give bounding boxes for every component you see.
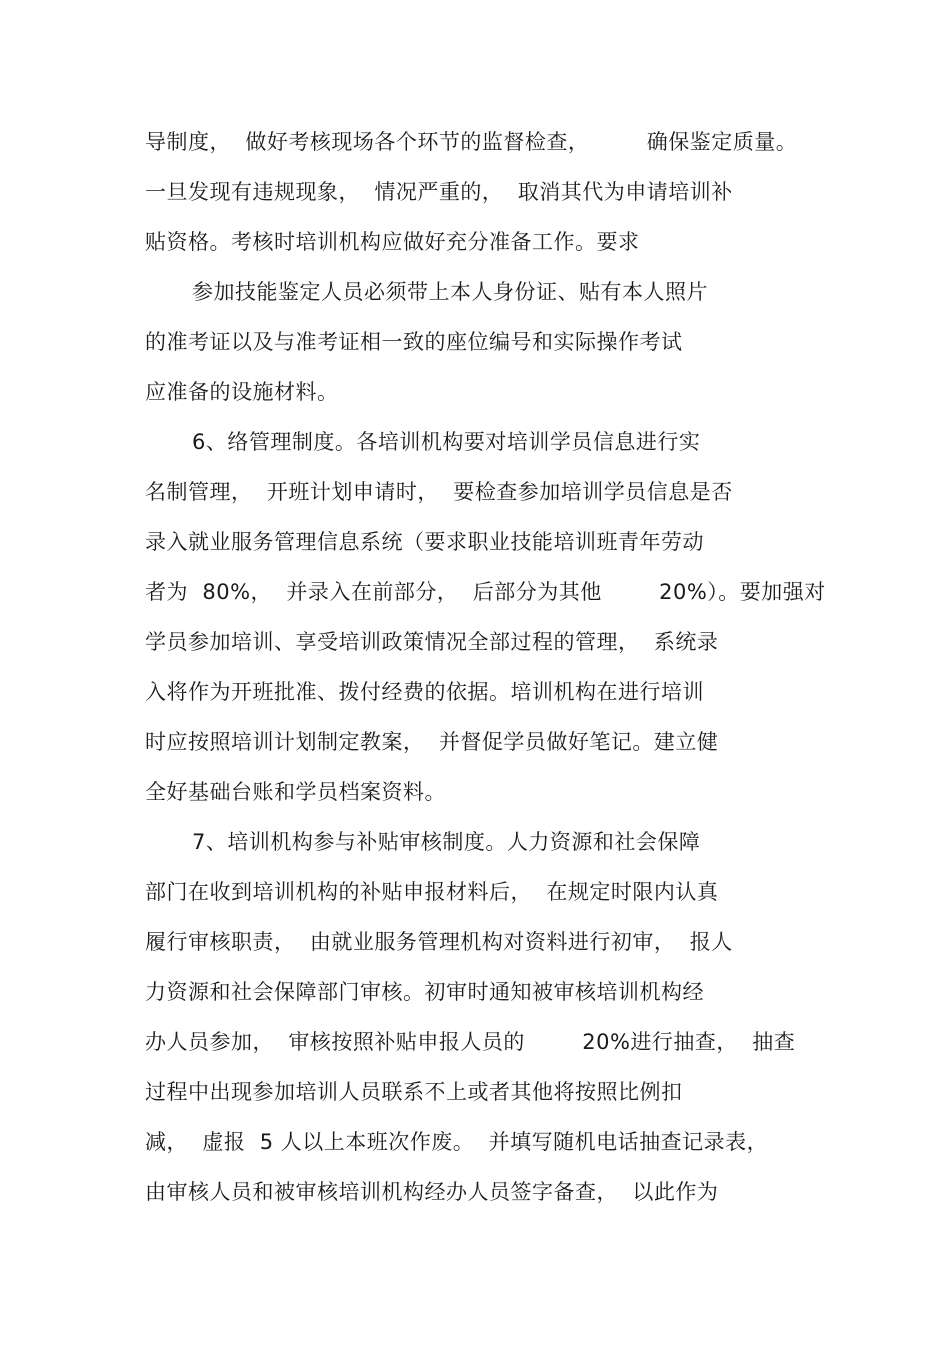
- text-line: 应准备的设施材料。: [145, 380, 339, 404]
- text-line: 部门在收到培训机构的补贴申报材料后， 在规定时限内认真: [145, 880, 719, 904]
- paragraph-start-line: 7、培训机构参与补贴审核制度。人力资源和社会保障: [192, 830, 701, 854]
- text-line: 者为 80%， 并录入在前部分， 后部分为其他 20%）。要加强对: [145, 580, 826, 604]
- text-line: 时应按照培训计划制定教案， 并督促学员做好笔记。建立健: [145, 730, 719, 754]
- text-line: 减， 虚报 5 人以上本班次作废。 并填写随机电话抽查记录表，: [145, 1130, 769, 1154]
- text-line: 力资源和社会保障部门审核。初审时通知被审核培训机构经: [145, 980, 704, 1004]
- text-line: 导制度， 做好考核现场各个环节的监督检查， 确保鉴定质量。: [145, 130, 798, 154]
- paragraph-start-line: 6、络管理制度。各培训机构要对培训学员信息进行实: [192, 430, 701, 454]
- text-line: 全好基础台账和学员档案资料。: [145, 780, 446, 804]
- text-line: 履行审核职责， 由就业服务管理机构对资料进行初审， 报人: [145, 930, 733, 954]
- text-line: 由审核人员和被审核培训机构经办人员签字备查， 以此作为: [145, 1180, 719, 1204]
- text-line: 名制管理， 开班计划申请时， 要检查参加培训学员信息是否: [145, 480, 733, 504]
- text-line: 一旦发现有违规现象， 情况严重的， 取消其代为申请培训补: [145, 180, 733, 204]
- text-line: 的准考证以及与准考证相一致的座位编号和实际操作考试: [145, 330, 683, 354]
- text-line: 过程中出现参加培训人员联系不上或者其他将按照比例扣: [145, 1080, 683, 1104]
- text-line: 办人员参加， 审核按照补贴申报人员的 20%进行抽查， 抽查: [145, 1030, 796, 1054]
- text-line: 入将作为开班批准、拨付经费的依据。培训机构在进行培训: [145, 680, 704, 704]
- paragraph-start-line: 参加技能鉴定人员必须带上本人身份证、贴有本人照片: [192, 280, 708, 304]
- text-line: 贴资格。考核时培训机构应做好充分准备工作。要求: [145, 230, 640, 254]
- text-line: 录入就业服务管理信息系统（要求职业技能培训班青年劳动: [145, 530, 704, 554]
- text-line: 学员参加培训、享受培训政策情况全部过程的管理， 系统录: [145, 630, 719, 654]
